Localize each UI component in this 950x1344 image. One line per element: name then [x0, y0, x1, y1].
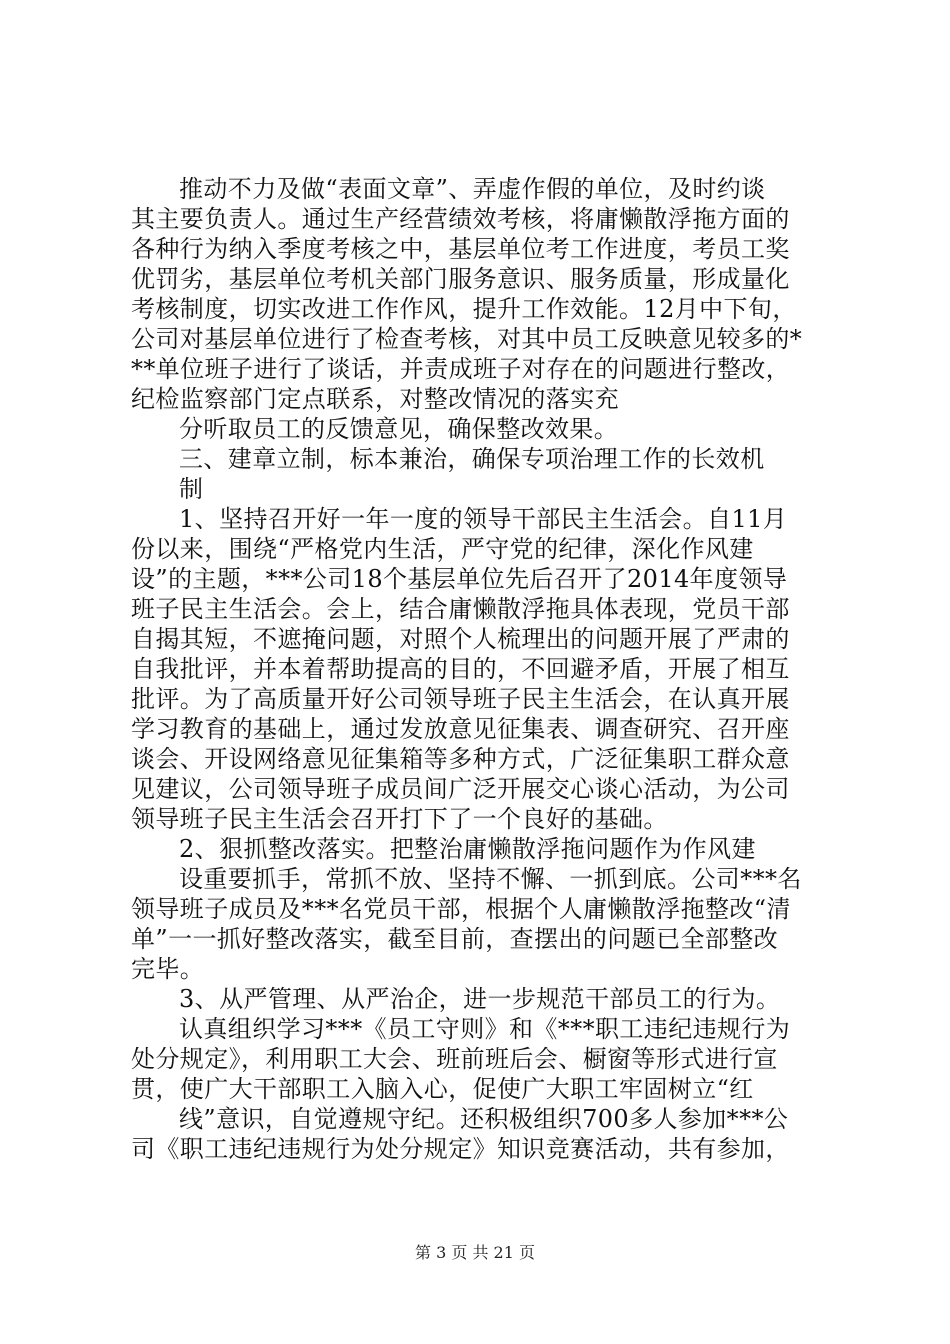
text-line: 1、坚持召开好一年一度的领导干部民主生活会。自11月: [179, 505, 788, 533]
text-line: 领导班子民主生活会召开打下了一个良好的基础。: [131, 805, 668, 833]
document-body: [131, 174, 831, 1164]
text-line: 纪检监察部门定点联系，对整改情况的落实充: [131, 385, 619, 413]
text-line: 司《职工违纪违规行为处分规定》知识竞赛活动，共有参加，: [131, 1135, 790, 1163]
text-line: 单”一一抓好整改落实，截至目前，查摆出的问题已全部整改: [131, 925, 779, 953]
text-line: 领导班子成员及***名党员干部，根据个人庸懒散浮拖整改“清: [131, 895, 791, 923]
text-line: 3、从严管理、从严治企，进一步规范干部员工的行为。: [179, 985, 781, 1013]
text-line: 处分规定》，利用职工大会、班前班后会、橱窗等形式进行宣: [131, 1045, 778, 1073]
text-line: 各种行为纳入季度考核之中，基层单位考工作进度，考员工奖: [131, 235, 790, 263]
text-line: 推动不力及做“表面文章”、弄虚作假的单位，及时约谈: [179, 175, 766, 203]
text-line: 份以来，围绕“严格党内生活，严守党的纪律，深化作风建: [131, 535, 754, 563]
text-line: 完毕。: [131, 955, 205, 983]
text-line: 谈会、开设网络意见征集箱等多种方式，广泛征集职工群众意: [131, 745, 790, 773]
text-line: 批评。为了高质量开好公司领导班子民主生活会，在认真开展: [131, 685, 790, 713]
text-line: 设重要抓手，常抓不放、坚持不懈、一抓到底。公司***名: [179, 865, 802, 893]
text-line: 优罚劣，基层单位考机关部门服务意识、服务质量，形成量化: [131, 265, 790, 293]
section-heading: 三、建章立制，标本兼治，确保专项治理工作的长效机: [179, 445, 765, 473]
text-line: 公司对基层单位进行了检查考核，对其中员工反映意见较多的*: [131, 325, 803, 353]
text-line: 见建议，公司领导班子成员间广泛开展交心谈心活动，为公司: [131, 775, 790, 803]
text-line: 班子民主生活会。会上，结合庸懒散浮拖具体表现，党员干部: [131, 595, 790, 623]
text-line: 认真组织学习***《员工守则》和《***职工违纪违规行为: [179, 1015, 791, 1043]
text-line: 分听取员工的反馈意见，确保整改效果。: [179, 415, 619, 443]
text-line: 考核制度，切实改进工作作风，提升工作效能。12月中下旬，: [131, 295, 797, 323]
text-line: 其主要负责人。通过生产经营绩效考核，将庸懒散浮拖方面的: [131, 205, 790, 233]
text-line: 自揭其短，不遮掩问题，对照个人梳理出的问题开展了严肃的: [131, 625, 790, 653]
page-number-footer: 第 3 页 共 21 页: [415, 1243, 535, 1262]
text-line: 2、狠抓整改落实。把整治庸懒散浮拖问题作为作风建: [179, 835, 756, 863]
text-line: **单位班子进行了谈话，并责成班子对存在的问题进行整改，: [131, 355, 791, 383]
text-line: 自我批评，并本着帮助提高的目的，不回避矛盾，开展了相互: [131, 655, 790, 683]
text-line: 学习教育的基础上，通过发放意见征集表、调查研究、召开座: [131, 715, 790, 743]
text-line: 设”的主题，***公司18个基层单位先后召开了2014年度领导: [131, 565, 788, 593]
text-line: 贯，使广大干部职工入脑入心，促使广大职工牢固树立“红: [131, 1075, 754, 1103]
section-heading-continued: 制: [179, 475, 204, 503]
text-line: 线”意识，自觉遵规守纪。还积极组织700多人参加***公: [179, 1105, 789, 1133]
